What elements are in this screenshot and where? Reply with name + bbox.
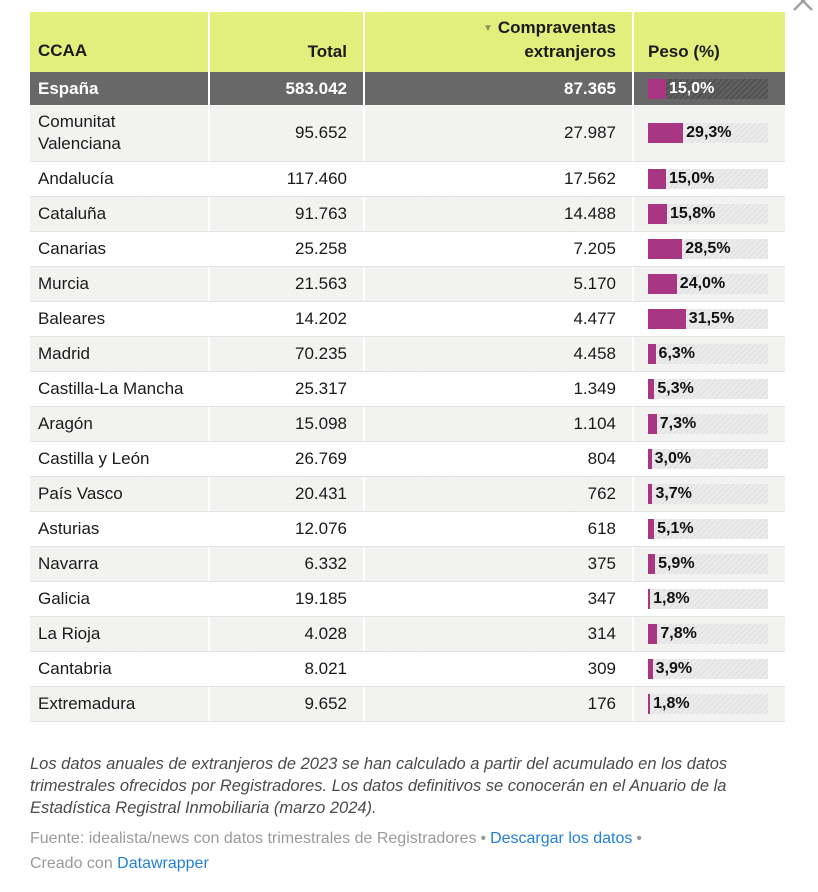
- peso-bar-fill: [648, 169, 666, 189]
- peso-bar-label: 5,1%: [657, 520, 694, 537]
- source-text: Fuente: idealista/news con datos trimestrales de Registradores: [30, 830, 477, 847]
- table-row: [30, 477, 785, 512]
- table-row: [30, 687, 785, 722]
- table-row: [30, 652, 785, 687]
- peso-bar-track: [648, 484, 768, 504]
- peso-bar-label: 7,8%: [660, 625, 697, 642]
- table-row: [30, 162, 785, 197]
- foreign-purchases-value: 4.458: [363, 337, 632, 371]
- region-name: Madrid: [38, 344, 90, 363]
- foreign-purchases-value: 1.104: [363, 407, 632, 441]
- peso-bar-track: [648, 624, 768, 644]
- foreign-purchases-value: 4.477: [363, 302, 632, 336]
- peso-bar-track: [648, 379, 768, 399]
- peso-bar-label: 3,7%: [655, 485, 692, 502]
- foreign-purchases-value: 804: [363, 442, 632, 476]
- total-value: 19.185: [208, 582, 363, 616]
- column-header-foreign[interactable]: [363, 12, 632, 72]
- foreign-purchases-value: 375: [363, 547, 632, 581]
- total-value: 12.076: [208, 512, 363, 546]
- peso-bar-fill: [648, 239, 682, 259]
- region-name: España: [38, 78, 99, 98]
- peso-bar-fill: [648, 659, 653, 679]
- download-data-link[interactable]: Descargar los datos: [490, 830, 633, 847]
- peso-bar-fill: [648, 309, 686, 329]
- foreign-purchases-value: 17.562: [363, 162, 632, 196]
- peso-bar-label: 15,8%: [669, 205, 716, 222]
- peso-bar-label: 3,9%: [655, 660, 693, 677]
- peso-cell: [632, 582, 785, 616]
- peso-bar-fill: [648, 554, 655, 574]
- peso-bar-track: [648, 204, 768, 224]
- peso-cell: [632, 652, 785, 686]
- peso-bar-label: 6,3%: [658, 345, 696, 362]
- peso-bar-track: [648, 239, 768, 259]
- foreign-purchases-value: 14.488: [363, 197, 632, 231]
- peso-cell: [632, 337, 785, 371]
- region-name: Cataluña: [38, 204, 107, 223]
- region-name: Andalucía: [38, 169, 114, 188]
- table-row: [30, 582, 785, 617]
- foreign-purchases-value: 1.349: [363, 372, 632, 406]
- table-row: [30, 442, 785, 477]
- peso-cell: [632, 162, 785, 196]
- region-name: Galicia: [38, 589, 90, 608]
- peso-cell: [632, 687, 785, 721]
- foreign-purchases-value: 7.205: [363, 232, 632, 266]
- peso-bar-label: 5,9%: [658, 555, 695, 572]
- peso-bar-fill: [648, 379, 654, 399]
- peso-bar-label: 29,3%: [686, 124, 732, 141]
- peso-cell: [632, 232, 785, 266]
- foreign-purchases-value: 27.987: [363, 105, 632, 161]
- peso-bar-label: 15,0%: [669, 170, 715, 187]
- region-name: Baleares: [38, 309, 106, 328]
- table-row: [30, 267, 785, 302]
- total-value: 9.652: [208, 687, 363, 721]
- peso-cell: [632, 105, 785, 161]
- peso-bar-fill: [648, 519, 654, 539]
- column-header-total[interactable]: Total: [208, 12, 363, 72]
- peso-cell: [632, 372, 785, 406]
- created-with-text: Creado con: [30, 855, 113, 872]
- peso-bar-track: [648, 274, 768, 294]
- peso-bar-fill: [648, 484, 652, 504]
- table-row: [30, 617, 785, 652]
- table-row: [30, 547, 785, 582]
- peso-bar-label: 15,0%: [669, 79, 715, 97]
- table-row: [30, 105, 785, 162]
- total-value: 583.042: [208, 72, 363, 105]
- total-value: 25.258: [208, 232, 363, 266]
- foreign-purchases-value: 5.170: [363, 267, 632, 301]
- column-header-peso[interactable]: Peso (%): [632, 12, 785, 72]
- region-name: Murcia: [38, 274, 90, 293]
- peso-cell: [632, 72, 785, 105]
- region-name: Navarra: [38, 554, 99, 573]
- peso-bar-label: 7,3%: [659, 415, 697, 432]
- table-body: [30, 105, 785, 722]
- total-value: 4.028: [208, 617, 363, 651]
- foreign-purchases-value: 309: [363, 652, 632, 686]
- total-value: 70.235: [208, 337, 363, 371]
- table-row: [30, 372, 785, 407]
- peso-bar-track: [648, 414, 768, 434]
- region-name: Castilla-La Mancha: [38, 379, 184, 398]
- peso-bar-fill: [648, 123, 683, 143]
- peso-bar-label: 28,5%: [685, 240, 731, 257]
- region-name: Comunitat Valenciana: [38, 112, 121, 153]
- total-value: 95.652: [208, 105, 363, 161]
- peso-bar-track: [648, 169, 768, 189]
- peso-bar-fill: [648, 274, 677, 294]
- total-value: 91.763: [208, 197, 363, 231]
- peso-cell: [632, 442, 785, 476]
- peso-cell: [632, 477, 785, 511]
- peso-bar-fill: [648, 414, 657, 434]
- peso-bar-fill: [648, 344, 656, 364]
- peso-bar-fill: [648, 449, 652, 469]
- peso-bar-label: 3,0%: [654, 450, 692, 467]
- total-value: 20.431: [208, 477, 363, 511]
- summary-row-espana: [30, 72, 785, 105]
- total-value: 21.563: [208, 267, 363, 301]
- peso-cell: [632, 302, 785, 336]
- foreign-purchases-value: 762: [363, 477, 632, 511]
- peso-bar-track: [648, 659, 768, 679]
- foreign-purchases-value: 347: [363, 582, 632, 616]
- peso-bar-fill: [648, 204, 667, 224]
- peso-cell: [632, 547, 785, 581]
- region-name: La Rioja: [38, 624, 101, 643]
- peso-bar-track: [648, 123, 768, 143]
- total-value: 6.332: [208, 547, 363, 581]
- column-header-foreign-label: Compraventas extranjeros: [497, 18, 616, 61]
- foreign-purchases-value: 176: [363, 687, 632, 721]
- peso-cell: [632, 197, 785, 231]
- peso-bar-label: 31,5%: [688, 310, 735, 327]
- data-table: [30, 12, 785, 722]
- table-row: [30, 337, 785, 372]
- peso-bar-label: 24,0%: [679, 275, 726, 292]
- peso-bar-track: [648, 344, 768, 364]
- total-value: 25.317: [208, 372, 363, 406]
- column-header-ccaa[interactable]: CCAA: [38, 41, 88, 60]
- bullet-separator: •: [480, 830, 487, 847]
- bullet-separator: •: [636, 830, 642, 847]
- total-value: 15.098: [208, 407, 363, 441]
- total-value: 14.202: [208, 302, 363, 336]
- sort-desc-icon: ▼: [482, 23, 493, 34]
- summary-peso-bar-fill: [648, 79, 666, 99]
- region-name: Extremadura: [38, 694, 136, 713]
- foreign-purchases-value: 314: [363, 617, 632, 651]
- region-name: Castilla y León: [38, 449, 150, 468]
- peso-bar-label: 5,3%: [657, 380, 694, 397]
- region-name: País Vasco: [38, 484, 123, 503]
- region-name: Aragón: [38, 414, 93, 433]
- peso-bar-track: [648, 554, 768, 574]
- peso-bar-label: 1,8%: [653, 590, 690, 607]
- table-row: [30, 197, 785, 232]
- datawrapper-link[interactable]: Datawrapper: [117, 855, 209, 872]
- table-header-row: [30, 12, 785, 72]
- peso-cell: [632, 267, 785, 301]
- peso-bar-fill: [648, 589, 650, 609]
- source-line: [30, 826, 790, 876]
- peso-bar-track: [648, 589, 768, 609]
- peso-bar-track: [648, 519, 768, 539]
- peso-cell: [632, 617, 785, 651]
- total-value: 8.021: [208, 652, 363, 686]
- peso-bar-track: [648, 79, 768, 99]
- region-name: Asturias: [38, 519, 100, 538]
- total-value: 117.460: [208, 162, 363, 196]
- region-name: Cantabria: [38, 659, 112, 678]
- total-value: 26.769: [208, 442, 363, 476]
- foreign-purchases-value: 87.365: [363, 72, 632, 105]
- table-row: [30, 302, 785, 337]
- table-row: [30, 232, 785, 267]
- peso-bar-fill: [648, 694, 650, 714]
- close-icon[interactable]: [790, 0, 816, 14]
- peso-cell: [632, 512, 785, 546]
- peso-bar-track: [648, 449, 768, 469]
- peso-cell: [632, 407, 785, 441]
- foreign-purchases-value: 618: [363, 512, 632, 546]
- peso-bar-track: [648, 694, 768, 714]
- region-name: Canarias: [38, 239, 107, 258]
- table-row: [30, 512, 785, 547]
- peso-bar-fill: [648, 624, 657, 644]
- footnote: Los datos anuales de extranjeros de 2023 se han calculado a partir del acumulado en los datos trimestrales ofrecidos por Registradores. Los datos definitivos se conocerán en el Anuario de la Estadística Registral Inmobiliaria (marzo 2024).: [30, 755, 728, 817]
- peso-bar-track: [648, 309, 768, 329]
- peso-bar-label: 1,8%: [653, 695, 690, 712]
- table-row: [30, 407, 785, 442]
